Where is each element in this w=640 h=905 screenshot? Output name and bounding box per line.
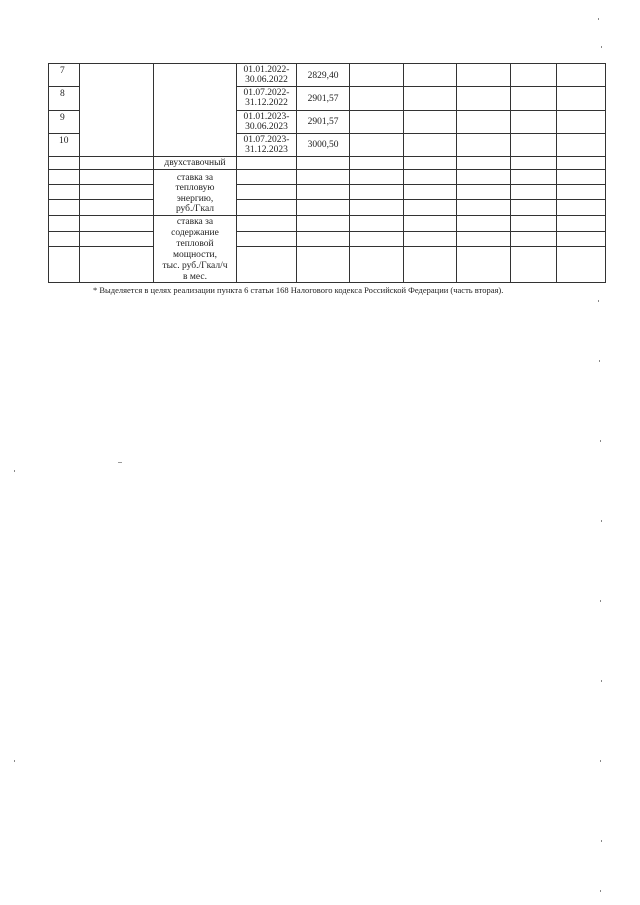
row-line <box>48 246 154 247</box>
row-number: 10 <box>59 136 69 146</box>
period-start: 01.07.2022- <box>243 88 290 98</box>
row-line <box>48 231 154 232</box>
scan-speck <box>601 46 602 48</box>
scan-speck <box>600 890 601 892</box>
table-border-top <box>48 63 606 64</box>
period-end: 31.12.2023 <box>245 145 288 155</box>
row-number: 8 <box>60 89 65 99</box>
row-number: 7 <box>60 66 65 76</box>
table-col-line <box>556 63 557 283</box>
capacity-rate-label: ставка за <box>176 217 214 227</box>
row-line <box>48 133 80 134</box>
footnote: * Выделяется в целях реализации пункта 6 статьи 168 Налогового кодекса Российской Федерации (часть вторая). <box>93 285 504 295</box>
row-number: 9 <box>60 113 65 123</box>
row-line <box>48 199 154 200</box>
row-line <box>48 215 606 216</box>
tariff-value: 3000,50 <box>307 140 339 150</box>
scan-speck <box>599 360 600 362</box>
scan-speck <box>600 760 601 762</box>
capacity-rate-label: тепловой <box>176 239 214 249</box>
row-line <box>236 133 606 134</box>
energy-rate-label: ставка за <box>176 173 214 183</box>
period-start: 01.01.2022- <box>243 65 290 75</box>
row-line <box>48 156 606 157</box>
row-line <box>236 199 606 200</box>
row-line <box>236 184 606 185</box>
row-line <box>48 184 154 185</box>
period-end: 30.06.2023 <box>245 122 288 132</box>
scan-speck <box>600 440 601 442</box>
energy-rate-label: тепловую <box>175 183 215 193</box>
table-col-line <box>349 63 350 283</box>
row-line <box>236 86 606 87</box>
period-end: 31.12.2022 <box>245 98 288 108</box>
period-start: 01.01.2023- <box>243 112 290 122</box>
table-col-line <box>456 63 457 283</box>
table-col-line <box>510 63 511 283</box>
row-line <box>48 169 606 170</box>
tariff-value: 2901,57 <box>307 117 339 127</box>
scan-speck <box>14 470 15 472</box>
row-line <box>236 231 606 232</box>
scan-speck <box>601 840 602 842</box>
scan-speck <box>14 760 15 762</box>
table-col-line <box>403 63 404 283</box>
table-border-left <box>48 63 49 283</box>
two-part-tariff-label: двухставочный <box>164 158 226 168</box>
table-border-bottom <box>48 282 606 283</box>
row-line <box>236 246 606 247</box>
capacity-rate-label: тыс. руб./Гкал/ч <box>162 261 228 271</box>
row-line <box>48 86 80 87</box>
tariff-value: 2829,40 <box>307 71 339 81</box>
table-col-line <box>79 63 80 283</box>
energy-rate-label: руб./Гкал <box>175 204 215 214</box>
scan-speck <box>118 462 122 463</box>
scan-speck <box>601 520 602 522</box>
scan-speck <box>598 300 599 302</box>
capacity-rate-label: содержание <box>171 228 219 238</box>
period-start: 01.07.2023- <box>243 135 290 145</box>
energy-rate-label: энергию, <box>176 194 214 204</box>
capacity-rate-label: в мес. <box>183 272 207 282</box>
scan-speck <box>598 18 599 20</box>
table-border-right <box>605 63 606 283</box>
scan-speck <box>601 680 602 682</box>
row-line <box>48 110 80 111</box>
row-line <box>236 110 606 111</box>
capacity-rate-label: мощности, <box>173 250 217 260</box>
period-end: 30.06.2022 <box>245 75 288 85</box>
scan-speck <box>600 600 601 602</box>
tariff-value: 2901,57 <box>307 94 339 104</box>
